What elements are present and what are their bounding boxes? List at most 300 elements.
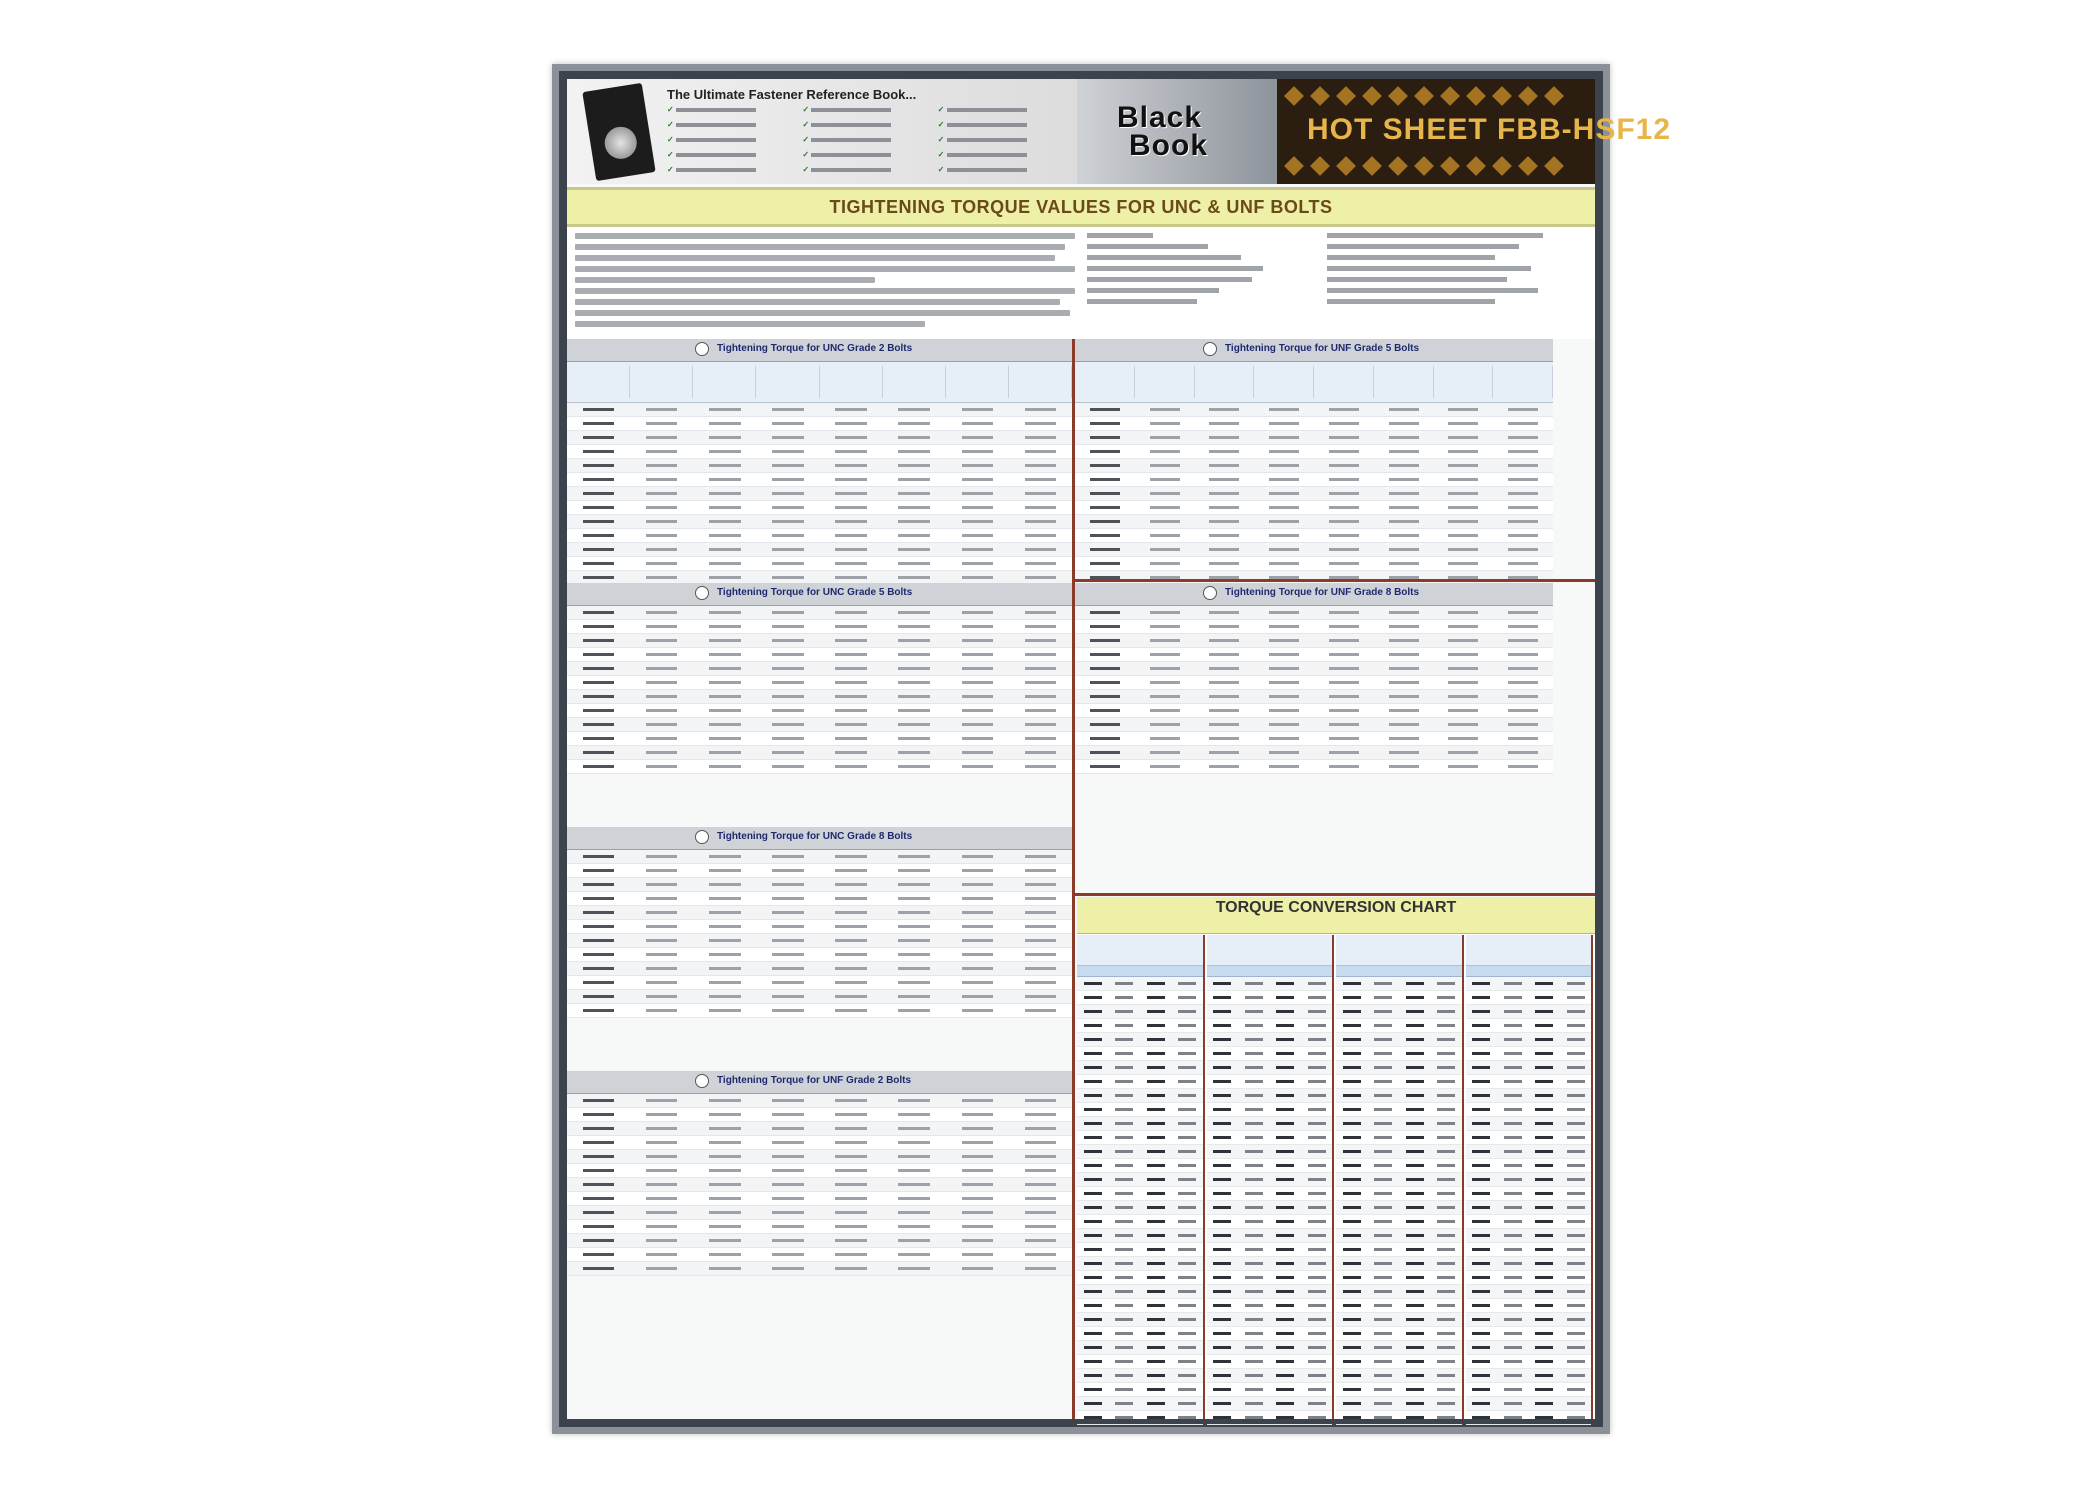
table-cell [1195, 515, 1255, 528]
table-row [1075, 690, 1553, 704]
table-cell [1009, 662, 1072, 675]
conversion-cell [1430, 1341, 1461, 1354]
table-row [567, 690, 1072, 704]
conversion-cell [1430, 1271, 1461, 1284]
conversion-row [1207, 1327, 1333, 1341]
conversion-cell [1399, 1061, 1430, 1074]
table-cell [1493, 473, 1553, 486]
conversion-cell [1336, 1159, 1367, 1172]
conversion-cell [1269, 1187, 1300, 1200]
conversion-cell [1399, 1355, 1430, 1368]
table-cell [1135, 676, 1195, 689]
table-cell [1493, 606, 1553, 619]
table-row [1075, 501, 1553, 515]
table-cell [820, 1178, 883, 1191]
table-cell [756, 732, 819, 745]
column-header [1434, 366, 1494, 398]
bolt-head-icon [1203, 342, 1217, 356]
conversion-cell [1238, 1229, 1269, 1242]
flame-icon [1414, 156, 1434, 176]
conversion-cell [1171, 1313, 1202, 1326]
conversion-cell [1108, 1173, 1139, 1186]
conversion-cell [1171, 1397, 1202, 1410]
conversion-cell [1301, 1019, 1332, 1032]
table-cell [1009, 1248, 1072, 1261]
conversion-row [1077, 1243, 1203, 1257]
table-cell [1254, 403, 1314, 416]
table-cell [820, 445, 883, 458]
conversion-row [1207, 1187, 1333, 1201]
table-row [567, 990, 1072, 1004]
conversion-cell [1238, 1201, 1269, 1214]
table-cell [1195, 662, 1255, 675]
conversion-cell [1207, 1201, 1238, 1214]
table-cell [1493, 718, 1553, 731]
conversion-cell [1466, 1355, 1497, 1368]
table-cell [1434, 606, 1494, 619]
conversion-row [1207, 1271, 1333, 1285]
bolt-head-icon [695, 342, 709, 356]
table-cell [1374, 403, 1434, 416]
table-cell [1493, 417, 1553, 430]
conversion-cell [1466, 1145, 1497, 1158]
table-cell [1254, 662, 1314, 675]
table-cell [1434, 634, 1494, 647]
table-cell [693, 431, 756, 444]
conversion-cell [1171, 1243, 1202, 1256]
table-cell [1009, 417, 1072, 430]
conversion-row [1336, 1033, 1462, 1047]
table-cell [1254, 606, 1314, 619]
table-cell [883, 473, 946, 486]
table-cell [1254, 676, 1314, 689]
conversion-cell [1560, 1327, 1591, 1340]
conversion-cell [1497, 1131, 1528, 1144]
table-cell [756, 690, 819, 703]
table-row [1075, 403, 1553, 417]
conversion-cell [1108, 1145, 1139, 1158]
conversion-cell [1497, 1313, 1528, 1326]
table-cell [567, 417, 630, 430]
conversion-cell [1497, 1159, 1528, 1172]
table-cell [567, 431, 630, 444]
conversion-cell [1269, 977, 1300, 990]
conversion-cell [1528, 1033, 1559, 1046]
text-line [1087, 266, 1263, 271]
table-cell [630, 459, 693, 472]
table-cell [1075, 459, 1135, 472]
conversion-cell [1560, 1229, 1591, 1242]
conversion-row [1466, 1159, 1592, 1173]
conversion-row [1077, 1005, 1203, 1019]
table-cell [946, 892, 1009, 905]
table-cell [567, 662, 630, 675]
column-header [756, 366, 819, 398]
conversion-cell [1301, 1327, 1332, 1340]
table-cell [756, 976, 819, 989]
table-cell [567, 948, 630, 961]
bolt-head-icon [1203, 586, 1217, 600]
conversion-cell [1430, 1411, 1461, 1424]
conversion-cell [1171, 1089, 1202, 1102]
table-cell [567, 515, 630, 528]
conversion-cell [1367, 1341, 1398, 1354]
text-line [575, 288, 1075, 294]
conversion-cell [1430, 1103, 1461, 1116]
table-row [567, 1192, 1072, 1206]
conversion-cell [1108, 1355, 1139, 1368]
table-cell [1075, 501, 1135, 514]
conversion-unit-row [1077, 966, 1203, 977]
table-cell [1009, 948, 1072, 961]
conversion-cell [1238, 991, 1269, 1004]
conversion-cell [1367, 1327, 1398, 1340]
conversion-cell [1560, 1173, 1591, 1186]
flame-icon [1284, 86, 1304, 106]
table-cell [820, 403, 883, 416]
conversion-cell [1367, 1299, 1398, 1312]
table-cell [883, 543, 946, 556]
conversion-cell [1238, 1299, 1269, 1312]
table-cell [630, 1136, 693, 1149]
promo-bullet [938, 165, 1067, 177]
conversion-cell [1560, 1257, 1591, 1270]
conversion-cell [1140, 1201, 1171, 1214]
table-cell [1434, 676, 1494, 689]
table-cell [630, 732, 693, 745]
flame-icon [1544, 86, 1564, 106]
table-cell [1254, 417, 1314, 430]
conversion-cell [1140, 1411, 1171, 1424]
conversion-cell [1528, 1201, 1559, 1214]
conversion-cell [1528, 991, 1559, 1004]
table-cell [1434, 732, 1494, 745]
table-cell [567, 543, 630, 556]
conversion-row [1077, 1159, 1203, 1173]
conversion-cell [1430, 1075, 1461, 1088]
table-cell [1374, 746, 1434, 759]
conversion-row [1077, 1313, 1203, 1327]
conversion-cell [1077, 1159, 1108, 1172]
table-cell [630, 948, 693, 961]
hot-sheet-label: HOT SHEET FBB-HSF12 [1307, 113, 1672, 146]
table-cell [1135, 620, 1195, 633]
table-cell [1195, 718, 1255, 731]
table-cell [1314, 501, 1374, 514]
table-cell [756, 920, 819, 933]
table-cell [630, 962, 693, 975]
conversion-cell [1336, 1355, 1367, 1368]
table-cell [630, 1206, 693, 1219]
table-cell [693, 1150, 756, 1163]
conversion-cell [1269, 991, 1300, 1004]
conversion-row [1466, 1285, 1592, 1299]
table-cell [820, 417, 883, 430]
conversion-cell [1207, 991, 1238, 1004]
table-cell [1075, 606, 1135, 619]
table-cell [1434, 662, 1494, 675]
conversion-unit-row [1336, 966, 1462, 977]
conversion-cell [1238, 1411, 1269, 1424]
conversion-cell [1430, 1005, 1461, 1018]
table-cell [756, 1164, 819, 1177]
table-cell [693, 445, 756, 458]
table-cell [883, 620, 946, 633]
table-row [567, 746, 1072, 760]
conversion-subtitle [1077, 919, 1595, 934]
conversion-row [1207, 1411, 1333, 1425]
conversion-row [1336, 1243, 1462, 1257]
conversion-cell [1238, 1355, 1269, 1368]
table-cell [883, 1220, 946, 1233]
conversion-cell [1399, 1271, 1430, 1284]
table-cell [1434, 431, 1494, 444]
conversion-cell [1336, 1383, 1367, 1396]
table-cell [1493, 676, 1553, 689]
table-cell [756, 878, 819, 891]
table-cell [567, 690, 630, 703]
table-cell [756, 403, 819, 416]
conversion-row [1207, 1285, 1333, 1299]
table-cell [883, 864, 946, 877]
table-cell [883, 1094, 946, 1107]
table-cell [756, 990, 819, 1003]
conversion-cell [1269, 1159, 1300, 1172]
flame-icon [1310, 156, 1330, 176]
table-row [1075, 620, 1553, 634]
conversion-cell [1430, 1019, 1461, 1032]
conversion-cell [1399, 1243, 1430, 1256]
table-row [567, 850, 1072, 864]
conversion-cell [1560, 1075, 1591, 1088]
conversion-row [1077, 1173, 1203, 1187]
table-cell [1075, 487, 1135, 500]
promo-bullet [802, 165, 931, 177]
conversion-cell [1238, 1075, 1269, 1088]
table-cell [820, 746, 883, 759]
conversion-cell [1399, 1019, 1430, 1032]
hot-sheet [559, 71, 1672, 1427]
table-cell [693, 676, 756, 689]
conversion-cell [1269, 1005, 1300, 1018]
conversion-cell [1367, 1229, 1398, 1242]
table-row [567, 662, 1072, 676]
table-cell [820, 962, 883, 975]
conversion-row [1207, 1145, 1333, 1159]
conversion-cell [1301, 1299, 1332, 1312]
conversion-cell [1466, 1173, 1497, 1186]
table-cell [630, 529, 693, 542]
table-cell [1009, 515, 1072, 528]
table-cell [630, 557, 693, 570]
table-cell [883, 1262, 946, 1275]
conversion-row [1466, 1341, 1592, 1355]
table-cell [1314, 704, 1374, 717]
table-cell [820, 732, 883, 745]
conversion-row [1207, 977, 1333, 991]
conversion-cell [1077, 1145, 1108, 1158]
column-header [1254, 366, 1314, 398]
conversion-row [1466, 1411, 1592, 1425]
conversion-cell [1108, 1019, 1139, 1032]
conversion-cell [1430, 1369, 1461, 1382]
conversion-cell [1077, 1005, 1108, 1018]
conversion-cell [1367, 1089, 1398, 1102]
conversion-cell [1140, 1383, 1171, 1396]
conversion-row [1466, 1313, 1592, 1327]
table-cell [756, 1122, 819, 1135]
conversion-cell [1108, 1397, 1139, 1410]
table-cell [693, 417, 756, 430]
table-cell [946, 878, 1009, 891]
conversion-cell [1108, 1327, 1139, 1340]
conversion-cell [1560, 1271, 1591, 1284]
bolt-head-icon [695, 830, 709, 844]
table-cell [946, 1136, 1009, 1149]
column-header [1009, 366, 1072, 398]
conversion-cell [1171, 1257, 1202, 1270]
table-cell [1493, 445, 1553, 458]
conversion-row [1207, 1313, 1333, 1327]
conversion-cell [1269, 1201, 1300, 1214]
table-cell [1009, 1136, 1072, 1149]
table-cell [1434, 690, 1494, 703]
table-cell [1374, 606, 1434, 619]
conversion-cell [1528, 1215, 1559, 1228]
table-cell [630, 662, 693, 675]
table-cell [756, 1004, 819, 1017]
conversion-cell [1367, 1355, 1398, 1368]
conversion-cell [1140, 1285, 1171, 1298]
conversion-cell [1108, 977, 1139, 990]
conversion-row [1336, 1299, 1462, 1313]
conversion-unit-row [1466, 966, 1592, 977]
table-cell [756, 1178, 819, 1191]
table-cell [820, 976, 883, 989]
table-cell [883, 1164, 946, 1177]
table-cell [693, 962, 756, 975]
conversion-cell [1077, 1215, 1108, 1228]
column-headers [1075, 362, 1553, 403]
table-cell [946, 431, 1009, 444]
table-cell [630, 934, 693, 947]
conversion-row [1207, 1243, 1333, 1257]
table-cell [820, 1262, 883, 1275]
column-header [630, 366, 693, 398]
conversion-cell [1301, 1075, 1332, 1088]
table-cell [1075, 634, 1135, 647]
conversion-cell [1560, 977, 1591, 990]
conversion-cell [1171, 1411, 1202, 1424]
table-cell [693, 648, 756, 661]
table-cell [567, 976, 630, 989]
conversion-cell [1171, 1327, 1202, 1340]
conversion-cell [1238, 1243, 1269, 1256]
table-cell [1009, 459, 1072, 472]
table-cell [1374, 445, 1434, 458]
table-cell [1434, 515, 1494, 528]
conversion-cell [1077, 1397, 1108, 1410]
conversion-column [1077, 935, 1205, 1419]
table-cell [1195, 746, 1255, 759]
table-cell [1493, 403, 1553, 416]
conversion-cell [1108, 1075, 1139, 1088]
promo-bullet [938, 105, 1067, 117]
text-line [575, 310, 1070, 316]
table-cell [1374, 662, 1434, 675]
table-cell [567, 760, 630, 773]
table-cell [1075, 529, 1135, 542]
column-header [1135, 366, 1195, 398]
table-cell [756, 760, 819, 773]
table-cell [1009, 620, 1072, 633]
conversion-cell [1108, 1131, 1139, 1144]
table-cell [567, 704, 630, 717]
table-cell [1135, 403, 1195, 416]
conversion-cell [1269, 1131, 1300, 1144]
table-row [567, 1094, 1072, 1108]
table-cell [630, 892, 693, 905]
table-cell [1493, 431, 1553, 444]
conversion-cell [1269, 1285, 1300, 1298]
table-row [567, 1262, 1072, 1276]
table-cell [567, 557, 630, 570]
conversion-cell [1399, 1327, 1430, 1340]
logo-word-book: Book [1129, 129, 1208, 162]
table-cell [567, 718, 630, 731]
conversion-cell [1336, 1341, 1367, 1354]
flame-icon [1544, 156, 1564, 176]
conversion-row [1466, 1005, 1592, 1019]
table-cell [693, 487, 756, 500]
table-cell [883, 403, 946, 416]
conversion-cell [1497, 1411, 1528, 1424]
conversion-cell [1077, 1117, 1108, 1130]
column-header [883, 366, 946, 398]
conversion-cell [1497, 1145, 1528, 1158]
conversion-cell [1497, 1355, 1528, 1368]
conversion-cell [1108, 1103, 1139, 1116]
table-cell [567, 620, 630, 633]
conversion-row [1336, 1285, 1462, 1299]
conversion-row [1336, 1061, 1462, 1075]
conversion-cell [1560, 1313, 1591, 1326]
table-cell [820, 676, 883, 689]
table-cell [1009, 920, 1072, 933]
conversion-row [1207, 1299, 1333, 1313]
conversion-cell [1140, 1005, 1171, 1018]
conversion-cell [1497, 1271, 1528, 1284]
conversion-cell [1367, 1033, 1398, 1046]
flame-icon [1362, 86, 1382, 106]
conversion-cell [1207, 1271, 1238, 1284]
conversion-row [1466, 1299, 1592, 1313]
table-cell [1374, 732, 1434, 745]
table-cell [567, 634, 630, 647]
conversion-cell [1466, 1327, 1497, 1340]
conversion-cell [1171, 1047, 1202, 1060]
conversion-cell [1399, 1397, 1430, 1410]
table-cell [820, 529, 883, 542]
conversion-cell [1140, 1355, 1171, 1368]
conversion-cell [1269, 1061, 1300, 1074]
table-cell [946, 934, 1009, 947]
conversion-cell [1528, 1089, 1559, 1102]
table-cell [1493, 487, 1553, 500]
conversion-cell [1367, 1369, 1398, 1382]
table-cell [567, 1206, 630, 1219]
conversion-cell [1560, 1145, 1591, 1158]
